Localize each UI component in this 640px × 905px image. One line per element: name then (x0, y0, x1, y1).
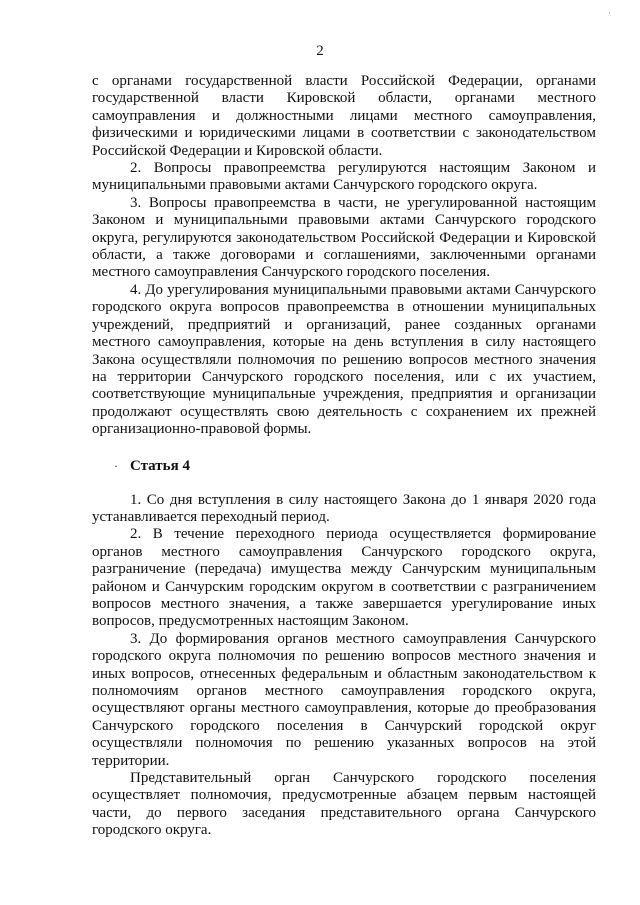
paragraph-item-4: 4. До урегулирования муниципальными правовыми актами Санчурского городского округа вопросов правопреемства в отношении муниципальных учреждений, предприятий и организаций, ранее созданных органами местного самоуправления, которые на день вступления в силу настоящего Закона осуществляли полномочия по решению вопросов местного значения на территории Санчурского городского поселения, или с их участием, соответствующие муниципальные учреждения, предприятия и организации продолжают осуществлять свою деятельность с сохранением их прежней организационно-правовой формы. (92, 281, 596, 438)
page-number: 2 (316, 43, 324, 59)
document-body (92, 73, 596, 840)
article-paragraph-3-continuation: Представительный орган Санчурского городского поселения осуществляет полномочия, предусмотренные абзацем первым настоящей части, до первого заседания представительного органа Санчурского городского округа. (92, 770, 596, 839)
paragraph-continuation: с органами государственной власти Российской Федерации, органами государственной власти Кировской области, органами местного самоуправления и должностными лицами местного самоуправления, физическими и юридическими лицами в соответствии с законодательством Российской Федерации и Кировской области. (92, 73, 596, 159)
article-paragraph-3: 3. До формирования органов местного самоуправления Санчурского городского округа полномочия по решению вопросов местного значения и иных вопросов, отнесенных федеральным и областным законодательством к полномочиям органов местного самоуправления городского округа, осуществляют органы местного самоуправления, которые до преобразования Санчурского городского поселения в Санчурский городской округ осуществляли полномочия по решению указанных вопросов на этой территории. (92, 630, 596, 769)
corner-mark: · (608, 8, 611, 18)
article-heading-text: Статья 4 (130, 457, 190, 474)
article-heading (92, 457, 596, 475)
paragraph-item-2: 2. Вопросы правопреемства регулируются настоящим Законом и муниципальными правовыми актами Санчурского городского округа. (92, 160, 596, 194)
paragraph-item-3: 3. Вопросы правопреемства в части, не урегулированной настоящим Законом и муниципальными правовыми актами Санчурского городского округа, регулируются законодательством Российской Федерации и Кировской области, а также договорами и соглашениями, заключенными органами местного самоуправления Санчурского городского поселения. (92, 194, 596, 281)
article-marker: · (114, 458, 118, 473)
article-paragraph-1: 1. Со дня вступления в силу настоящего Закона до 1 января 2020 года устанавливается переходный период. (92, 491, 596, 525)
article-paragraph-2: 2. В течение переходного периода осуществляется формирование органов местного самоуправления Санчурского городского округа, разграничение (передача) имущества между Санчурским муниципальным районом и Санчурским городским округом в соответствии с разграничением вопросов местного значения, а также завершается урегулирование иных вопросов, предусмотренных настоящим Законом. (92, 526, 596, 630)
